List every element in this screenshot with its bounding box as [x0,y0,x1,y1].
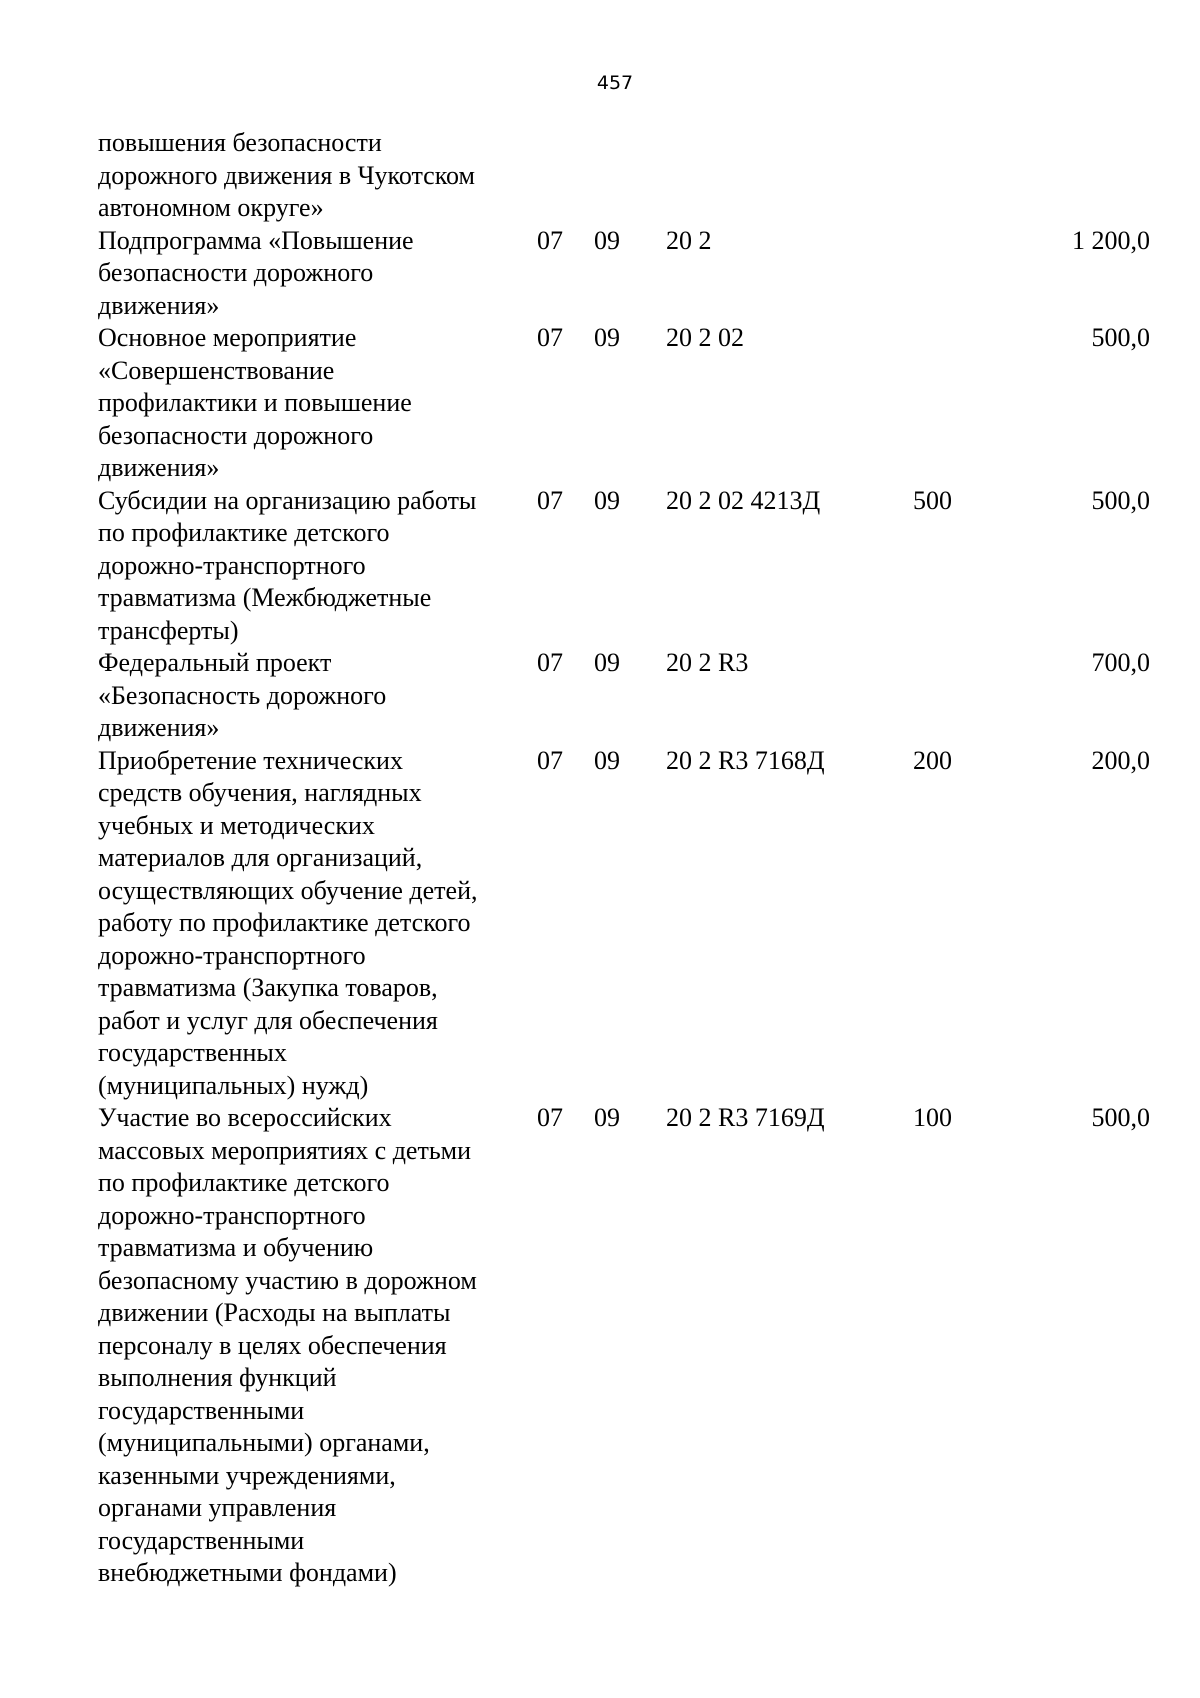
table-row [98,127,1150,225]
row-name: Федеральный проект «Безопасность дорожного движения» [98,648,387,742]
row-target-article: 20 2 R3 7169Д [666,1103,825,1132]
page-number: 457 [596,72,634,94]
row-target-article [666,127,913,225]
row-subsection: 09 [594,323,620,352]
row-amount: 500,0 [1091,323,1150,352]
row-expense-type [913,322,1043,485]
row-section: 07 [537,648,563,677]
row-target-article: 20 2 R3 7168Д [666,745,825,775]
row-section [537,127,594,225]
row-target-article: 20 2 02 4213Д [666,485,821,515]
row-section: 07 [537,225,563,255]
row-expense-type: 100 [913,1103,952,1132]
row-name: повышения безопасности дорожного движения в Чукотском автономном округе» [98,128,475,222]
row-section: 07 [537,485,563,515]
row-subsection: 09 [594,745,620,775]
table-row [98,745,1150,1103]
row-target-article: 20 2 02 [666,323,744,352]
table-row [98,225,1150,323]
row-amount: 500,0 [1091,1103,1150,1132]
row-subsection: 09 [594,485,620,515]
row-expense-type [913,127,1043,225]
row-amount: 200,0 [1091,745,1150,775]
row-target-article: 20 2 [666,225,712,255]
row-name: Субсидии на организацию работы по профилактике детского дорожно-транспортного травматизма (Межбюджетные трансферты) [98,485,477,645]
row-amount: 700,0 [1091,648,1150,677]
row-subsection: 09 [594,1103,620,1132]
row-subsection: 09 [594,225,620,255]
row-section: 07 [537,745,563,775]
row-section: 07 [537,1103,563,1132]
row-amount: 1 200,0 [1072,225,1150,255]
row-expense-type [913,225,1043,323]
row-expense-type: 500 [913,485,952,515]
row-amount [1043,127,1150,225]
row-subsection [594,127,666,225]
row-target-article: 20 2 R3 [666,648,749,677]
table-row [98,1102,1150,1590]
table-row [98,485,1150,648]
row-name: Основное мероприятие «Совершенствование профилактики и повышение безопасности дорожного движения» [98,323,412,482]
row-name: Подпрограмма «Повышение безопасности дорожного движения» [98,225,414,320]
budget-table [98,127,1150,1590]
row-name: Приобретение технических средств обучения, наглядных учебных и методических материалов для организаций, осуществляющих обучение детей, работу по профилактике детского дорожно-транспортного травматизма (Закупка товаров, работ и услуг для обеспечения государственных (муниципальных) нужд) [98,745,478,1100]
row-subsection: 09 [594,648,620,677]
row-expense-type [913,647,1043,745]
row-section: 07 [537,323,563,352]
row-expense-type: 200 [913,745,952,775]
table-row [98,647,1150,745]
row-amount: 500,0 [1091,485,1150,515]
table-row [98,322,1150,485]
row-name: Участие во всероссийских массовых мероприятиях с детьми по профилактике детского дорожно-транспортного травматизма и обучению безопасному участию в дорожном движении (Расходы на выплаты персоналу в целях обеспечения выполнения функций государственными (муниципальными) органами, казенными учреждениями, органами управления государственными внебюджетными фондами) [98,1103,477,1587]
